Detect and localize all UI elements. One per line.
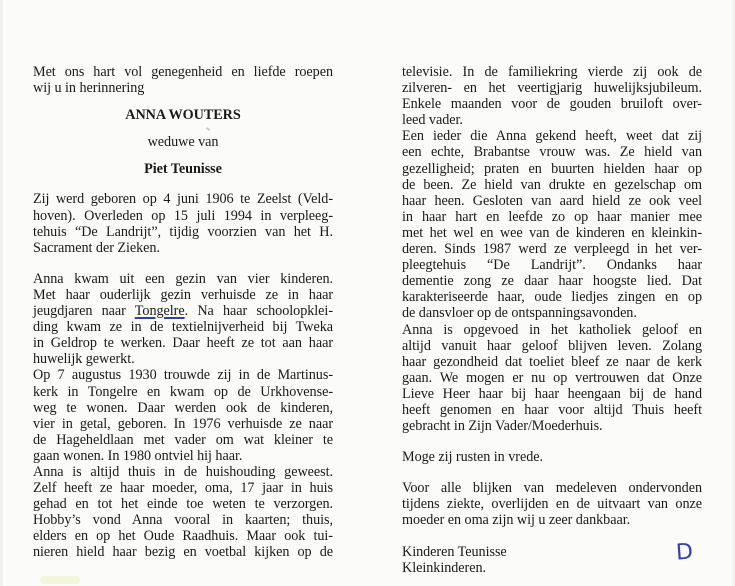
spouse-name: Piet Teunisse: [144, 161, 222, 178]
bio-line-tongelre: [33, 303, 333, 319]
bio-text: jeugdjaren naar: [33, 303, 135, 320]
bio-line: Lieve Heer haar bij haar heengaan bij de hand: [402, 385, 702, 402]
bio-line: Zij werd geboren op 4 juni 1906 te Zeelst (Veld-: [33, 191, 333, 208]
signature-line: Kinderen Teunisse: [402, 543, 507, 560]
intro-line-1: Met ons hart vol genegenheid en liefde roepen: [33, 64, 333, 80]
thanks-line: tijdens ziekte, overlijden en de uitvaart van onze: [402, 496, 702, 513]
bio-line: ding kwam ze in de textielnijverheid bij Tweka: [33, 319, 333, 336]
bio-line: de Hageheldlaan met vader om wat kleiner te: [33, 431, 333, 448]
bio-line: een echte, Brabantse vrouw was. Ze hield van: [402, 144, 702, 161]
bio-line: Zelf heeft ze haar moeder, oma, 17 jaar in huis: [33, 480, 333, 497]
bio-line: de dansvloer op de ontspanningsavonden.: [402, 305, 637, 322]
bio-line: weg te wonen. Daar werden ook de kinderen,: [33, 399, 333, 416]
handwritten-d-mark: D: [675, 539, 694, 566]
bio-line: televisie. In de familiekring vierde zij ook de: [402, 64, 702, 80]
bio-line: Enkele maanden voor de gouden bruiloft over-: [402, 96, 702, 113]
bio-line: tehuis “De Landrijt”, tijdig voorzien van het H.: [33, 223, 333, 240]
bio-line: hoven). Overleden op 15 juli 1994 in verpleeg-: [33, 207, 333, 224]
bio-text: . Na haar schoolopklei-: [184, 303, 333, 320]
bio-line: altijd vanuit haar geloof blijven leven. Zolang: [402, 337, 702, 354]
tongelre-underlined: Tongelre: [134, 303, 185, 320]
intro-line-2: wij u in herinnering: [33, 80, 145, 97]
bio-line: gaan. We mogen er nu op vertrouwen dat Onze: [402, 369, 702, 386]
bio-line: gezelligheid; praten en buurten hielden haar op: [402, 160, 702, 177]
bio-line: elders en op het Oude Raadhuis. Maar ook tui-: [33, 528, 333, 545]
bio-line: haar gezondheid dat toeliet bleef ze naar de kerk: [402, 353, 702, 370]
bio-line: Hobby’s vond Anna vooral in kaarten; thuis,: [33, 512, 333, 529]
bio-line: Met haar ouderlijk gezin verhuisde ze in haar: [33, 286, 333, 303]
right-column: [402, 0, 702, 576]
bio-line: karakteriseerde haar, oude liedjes zingen en op: [402, 289, 702, 306]
bio-line: deren. Sinds 1987 werd ze verpleegd in het ver-: [402, 241, 702, 258]
bio-line: Op 7 augustus 1930 trouwde zij in de Martinus-: [33, 367, 333, 384]
bio-line: in haar hart en leefde zo op haar manier mee: [402, 208, 702, 225]
bio-line: Anna is altijd thuis in de huishouding geweest.: [33, 463, 333, 480]
bio-line: vier in getal, geboren. In 1976 verhuisde ze naar: [33, 415, 333, 432]
bio-line: haar heen. Gesloten van aard hield ze ook veel: [402, 192, 702, 209]
bio-line: gehad en tot het einde toe weten te verzorgen.: [33, 496, 333, 513]
bio-line: de been. Ze hield van drukte en gezelschap om: [402, 176, 702, 193]
bio-line: leed vader.: [402, 112, 463, 129]
bio-line: pleegtehuis “De Landrijt”. Ondanks haar: [402, 257, 702, 274]
thanks-line: moeder en oma zijn wij u zeer dankbaar.: [402, 512, 631, 529]
bio-line: gaan wonen. In 1980 ontviel hij haar.: [33, 447, 243, 464]
prayer-line: Moge zij rusten in vrede.: [402, 449, 543, 466]
bio-line: Anna is opgevoed in het katholiek geloof en: [402, 321, 702, 338]
bio-line: Sacrament der Zieken.: [33, 239, 160, 256]
scan-edge-left: [0, 0, 3, 586]
bio-line: gebracht in Zijn Vader/Moederhuis.: [402, 418, 603, 435]
left-column: [33, 0, 333, 561]
signature-line: Kleinkinderen.: [402, 559, 487, 576]
thanks-line: Voor alle blijken van medeleven ondervonden: [402, 480, 702, 497]
bio-line: Anna kwam uit een gezin van vier kinderen.: [33, 270, 333, 287]
bio-line: huwelijk gewerkt.: [33, 351, 135, 368]
bio-line: Een ieder die Anna gekend heeft, weet dat zij: [402, 128, 702, 145]
deceased-name: ANNA WOUTERS: [125, 107, 241, 124]
bio-line: in Geldrop te werken. Daar heeft ze tot aan haar: [33, 335, 333, 352]
scan-smudge: [40, 576, 80, 584]
bio-line: kerk in Tongelre en kwam op de Urkhovense-: [33, 383, 333, 400]
bio-line: heeft genomen en haar voor altijd Thuis heeft: [402, 401, 702, 418]
bio-line: nieren hield haar bezig en voetbal kijken op de: [33, 544, 333, 561]
bio-line: zilveren- en het veertigjarig huwelijksjubileum.: [402, 80, 702, 97]
relation-text: weduwe van: [147, 134, 219, 151]
bio-line: met het wel en wee van de kinderen en kleinkin-: [402, 224, 702, 241]
bio-line: dementie zong ze daar haar hoogste lied. Dat: [402, 273, 702, 290]
